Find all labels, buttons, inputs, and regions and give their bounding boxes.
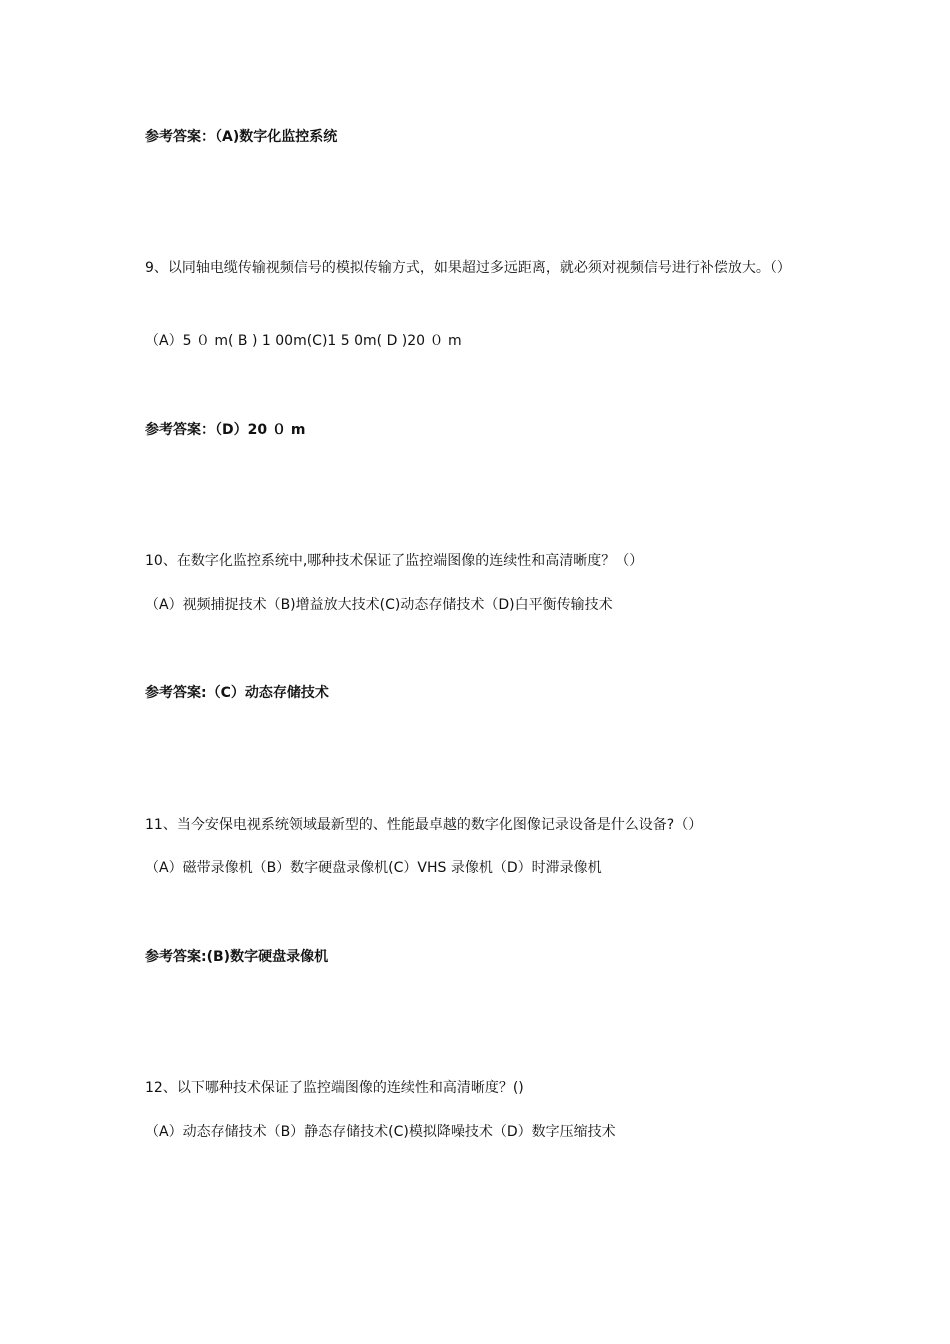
options-9: （A）5 ０ m( B ) 1 00m(C)1 5 0m( D )20 ０ m bbox=[145, 333, 462, 349]
options-11: （A）磁带录像机（B）数字硬盘录像机(C）VHS 录像机（D）时滞录像机 bbox=[145, 860, 602, 876]
question-11: 11、当今安保电视系统领域最新型的、性能最卓越的数字化图像记录设备是什么设备?（） bbox=[145, 817, 703, 833]
answer-8: 参考答案：（A)数字化监控系统 bbox=[145, 129, 338, 145]
question-12: 12、以下哪种技术保证了监控端图像的连续性和高清晰度？() bbox=[145, 1080, 524, 1096]
answer-11: 参考答案:(B)数字硬盘录像机 bbox=[145, 949, 329, 965]
question-10: 10、在数字化监控系统中,哪种技术保证了监控端图像的连续性和高清晰度？（） bbox=[145, 553, 644, 569]
question-9: 9、以同轴电缆传输视频信号的模拟传输方式，如果超过多远距离，就必须对视频信号进行补偿放大。（） bbox=[145, 260, 791, 276]
answer-9: 参考答案：（D）20 ０ m bbox=[145, 422, 306, 438]
answer-10: 参考答案:（C）动态存储技术 bbox=[145, 685, 329, 701]
options-10: （A）视频捕捉技术（B)增益放大技术(C)动态存储技术（D)白平衡传输技术 bbox=[145, 597, 613, 613]
options-12: （A）动态存储技术（B）静态存储技术(C)模拟降噪技术（D）数字压缩技术 bbox=[145, 1124, 616, 1140]
